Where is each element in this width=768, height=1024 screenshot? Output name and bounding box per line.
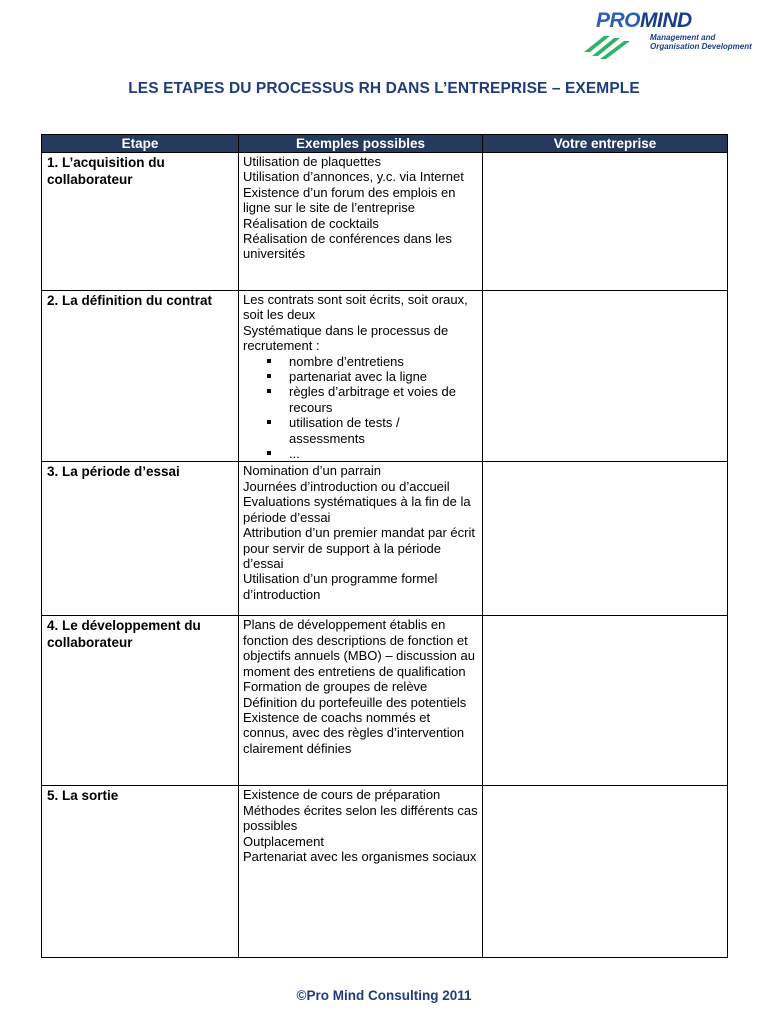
logo-tagline xyxy=(650,33,760,51)
bullet-square-icon xyxy=(267,374,271,378)
bullet-text: utilisation de tests / assessments xyxy=(289,415,400,446)
logo-wordmark xyxy=(596,10,692,32)
cell-exemples xyxy=(239,786,483,958)
example-line: Existence de cours de préparation xyxy=(243,787,441,803)
promind-logo xyxy=(582,8,762,60)
cell-exemples xyxy=(239,291,483,462)
logo-tagline-line-2: Organisation Development xyxy=(650,42,752,51)
bullet-item xyxy=(243,415,478,446)
cell-votre-entreprise[interactable] xyxy=(483,616,728,786)
footer-copyright: ©Pro Mind Consulting 2011 xyxy=(296,988,472,1003)
table-row xyxy=(42,616,728,786)
example-line: Définition du portefeuille des potentiels xyxy=(243,694,467,710)
bullet-text: ... xyxy=(289,446,300,462)
cell-etape: 3. La période d’essai xyxy=(42,462,239,616)
logo-tagline-line-1: Management and xyxy=(650,33,716,42)
page-title: LES ETAPES DU PROCESSUS RH DANS L’ENTREPRISE – EXEMPLE xyxy=(128,80,640,97)
example-line: Utilisation de plaquettes xyxy=(243,154,382,169)
cell-votre-entreprise[interactable] xyxy=(483,462,728,616)
cell-votre-entreprise[interactable] xyxy=(483,153,728,291)
table-row xyxy=(42,153,728,291)
cell-etape: 2. La définition du contrat xyxy=(42,291,239,462)
rh-process-table xyxy=(41,134,728,958)
example-line: Plans de développement établis en fonction des descriptions de fonction et objectifs annuels (MBO) – discussion au moment des entretiens de qualification xyxy=(243,617,475,679)
cell-votre-entreprise[interactable] xyxy=(483,786,728,958)
bullet-text: partenariat avec la ligne xyxy=(289,369,428,385)
bullet-square-icon xyxy=(267,420,271,424)
logo-mind: MIND xyxy=(640,9,692,32)
example-line: Utilisation d’un programme formel d’introduction xyxy=(243,571,438,602)
example-line: Existence d’un forum des emplois en ligne sur le site de l’entreprise xyxy=(243,184,456,216)
example-line: Evaluations systématiques à la fin de la période d’essai xyxy=(243,494,471,525)
example-line: Attribution d’un premier mandat par écrit pour servir de support à la période d’essai xyxy=(243,525,475,571)
example-line: Journées d’introduction ou d’accueil xyxy=(243,478,450,494)
column-header-etape: Etape xyxy=(42,135,239,153)
bullet-item xyxy=(243,384,478,415)
bullet-item xyxy=(243,354,478,369)
table-row xyxy=(42,291,728,462)
column-header-exemples: Exemples possibles xyxy=(239,135,483,153)
bullet-square-icon xyxy=(267,359,271,363)
example-line: Outplacement xyxy=(243,833,324,849)
example-line: Systématique dans le processus de recrutement : xyxy=(243,322,449,354)
table-row xyxy=(42,786,728,958)
example-line: Réalisation de conférences dans les universités xyxy=(243,231,452,262)
example-line: Méthodes écrites selon les différents cas possibles xyxy=(243,802,478,834)
cell-etape: 1. L’acquisition du collaborateur xyxy=(42,153,239,291)
cell-etape: 4. Le développement du collaborateur xyxy=(42,616,239,786)
cell-votre-entreprise[interactable] xyxy=(483,291,728,462)
bullet-square-icon xyxy=(267,451,271,455)
logo-pro: PRO xyxy=(596,9,641,32)
cell-exemples xyxy=(239,616,483,786)
cell-exemples xyxy=(239,153,483,291)
bullet-item xyxy=(243,446,478,461)
bullet-text: nombre d’entretiens xyxy=(289,353,404,369)
bullet-square-icon xyxy=(267,389,271,393)
example-line: Nomination d’un parrain xyxy=(243,463,382,479)
example-line: Partenariat avec les organismes sociaux xyxy=(243,849,477,865)
bullet-item xyxy=(243,369,478,384)
example-line: Les contrats sont soit écrits, soit oraux, soit les deux xyxy=(243,292,468,323)
cell-etape: 5. La sortie xyxy=(42,786,239,958)
example-line: Existence de coachs nommés et connus, avec des règles d’intervention clairement définies xyxy=(243,709,465,756)
example-line: Réalisation de cocktails xyxy=(243,215,379,231)
example-line: Formation de groupes de relève xyxy=(243,679,428,695)
example-line: Utilisation d’annonces, y.c. via Internet xyxy=(243,169,464,185)
cell-exemples xyxy=(239,462,483,616)
bullet-text: règles d’arbitrage et voies de recours xyxy=(289,384,456,415)
table-row xyxy=(42,462,728,616)
table-header-row xyxy=(42,135,728,153)
column-header-votre-entreprise: Votre entreprise xyxy=(483,135,728,153)
